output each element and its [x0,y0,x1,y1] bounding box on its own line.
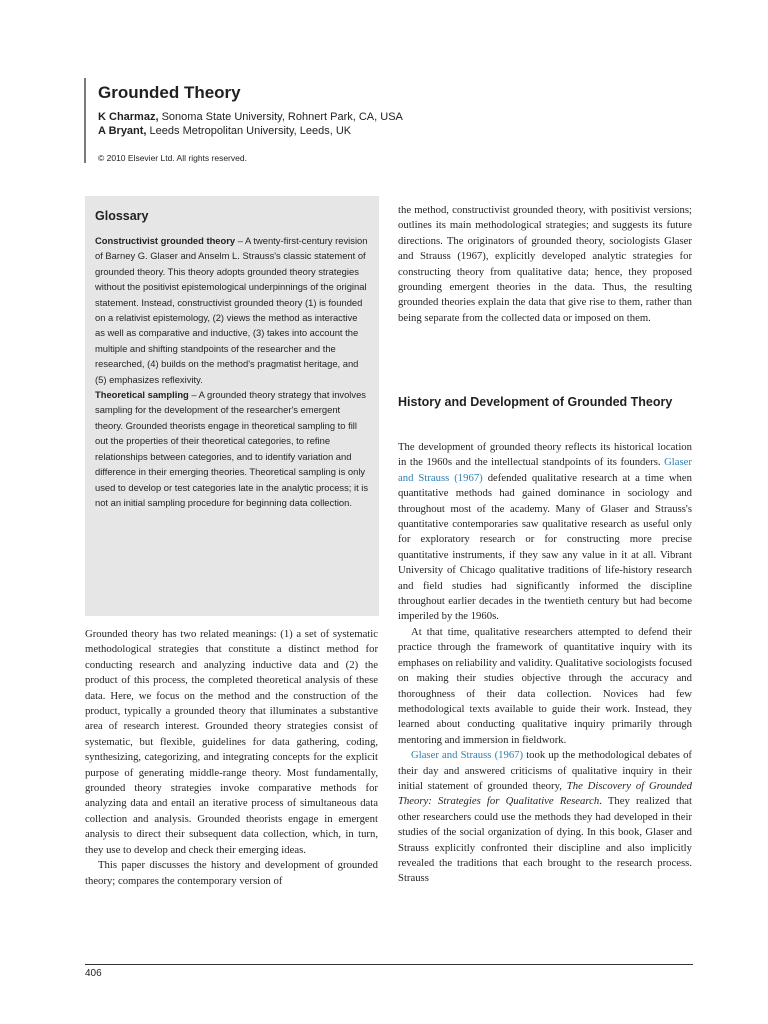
glossary-definition: – A twenty-first-century revision of Barney G. Glaser and Anselm L. Strauss's classic statement of grounded theory. This theory adopts grounded theory strategies without the positivist epistemological underpinnings of the original statement. Instead, constructivist grounded theory (1) is founded on a relativist epistemology, (2) views the method as interactive as well as comparative and inductive, (3) takes into account the multiple and shifting standpoints of the researcher and the researched, (4) builds on the method's pragmatist heritage, and (5) emphasizes reflexivity. [95,235,368,385]
author-name: A Bryant, [98,125,147,137]
author-line [98,124,698,138]
history-paragraph: The development of grounded theory reflects its historical location in the 1960s and the intellectual standpoints of its founders. Glaser and Strauss (1967) defended qualitative research at a time when quantitative methods had gained dominance in sociology and throughout most of the academy. Many of Glaser and Strauss's quantitative contemporaries saw qualitative research as useful only for exploratory research or for constructing more precise quantitative instruments, if they saw any value in it at all. Vibrant University of Chicago qualitative traditions of life-history research and field studies had significantly informed the discipline throughout earlier decades in the twentieth century but had become imperiled by the 1960s. [398,441,692,623]
glossary-entry [95,233,369,387]
author-name: K Charmaz, [98,111,159,123]
author-affiliation: Sonoma State University, Rohnert Park, CA, USA [158,111,403,123]
author-affiliation: Leeds Metropolitan University, Leeds, UK [146,125,352,137]
glossary-term: Constructivist grounded theory [95,235,236,246]
left-column-text [85,627,378,889]
footer-rule [85,964,693,965]
history-paragraph: Glaser and Strauss (1967) took up the methodological debates of their day and answered criticisms of qualitative inquiry in their initial statement of grounded theory, The Discovery of Grounded Theory: Strategies for Qualitative Research. They realized that other researchers could use the methods they had developed in their studies of the social organization of dying. In this book, Glaser and Strauss explicitly confronted their discipline and also implicitly revealed the traditions that each brought to the research process. Strauss [398,749,692,885]
intro-paragraph: Grounded theory has two related meanings: (1) a set of systematic methodological strategies that constitute a distinct method for conducting research and analyzing inductive data and (2) the product of this process, the completed theoretical analysis of these data. Here, we focus on the method and the construction of the product, typically a grounded theory that illuminates a substantive area of research interest. Grounded theory strategies consist of systematic, but flexible, guidelines for data gathering, coding, synthesizing, categorizing, and integrating concepts for the explicit purpose of generating middle-range theory. Most fundamentally, grounded theory strategies invoke comparative methods for analyzing data and entail an iterative process of simultaneous data collection and analysis. Grounded theorists engage in emergent analysis to direct their subsequent data collection, which, in turn, they use to develop and check their emerging ideas. [85,628,378,856]
citation-link[interactable]: Glaser and Strauss (1967) [398,456,692,484]
right-column-bottom-text [398,440,692,887]
book-title: The Discovery of Grounded Theory: Strategies for Qualitative Research [398,779,692,808]
glossary-entry [95,387,369,510]
right-column-top-text [398,203,692,326]
copyright-notice: © 2010 Elsevier Ltd. All rights reserved. [98,153,247,163]
page-number: 406 [85,968,102,979]
intro-paragraph-continued: the method, constructivist grounded theory, with positivist versions; outlines its main methodological strategies; and suggests its future directions. The originators of grounded theory, sociologists Glaser and Strauss (1967), explicitly developed analytic strategies for constructing theory from qualitative data; hence, they proposed grounding emergent theories in the data. Thus, the resulting grounded theories explain the data that give rise to them, rather than being separate from the collected data or imposed on them. [398,204,692,324]
glossary-definition: – A grounded theory strategy that involves sampling for the development of the researcher's emergent theory. Grounded theorists engage in theoretical sampling to fill out the properties of their theoretical categories, to refine relationships between categories, and to identify variation and difference in their emerging theories. Theoretical sampling is only used to develop or test categories late in the analytic process; it is not an initial sampling procedure for beginning data collection. [95,389,369,508]
glossary-term: Theoretical sampling [95,389,189,401]
article-header [84,78,698,163]
glossary-heading: Glossary [95,209,149,223]
intro-paragraph-start: This paper discusses the history and development of grounded theory; compares the contemporary version of [85,859,378,887]
history-paragraph: At that time, qualitative researchers attempted to defend their practice through the framework of quantitative inquiry with its emphases on reliability and validity. Qualitative sociologists focused on making their studies objective through the accuracy and thoroughness of their data collection. Novices had few methodological texts available to guide their work. Instead, they learned about conducting qualitative inquiry primarily through mentoring and immersion in fieldwork. [398,625,692,746]
author-line [98,110,698,124]
article-title: Grounded Theory [98,83,241,102]
section-heading: History and Development of Grounded Theory [398,395,673,409]
glossary-box [85,196,379,616]
citation-link[interactable]: Glaser and Strauss (1967) [411,749,524,762]
